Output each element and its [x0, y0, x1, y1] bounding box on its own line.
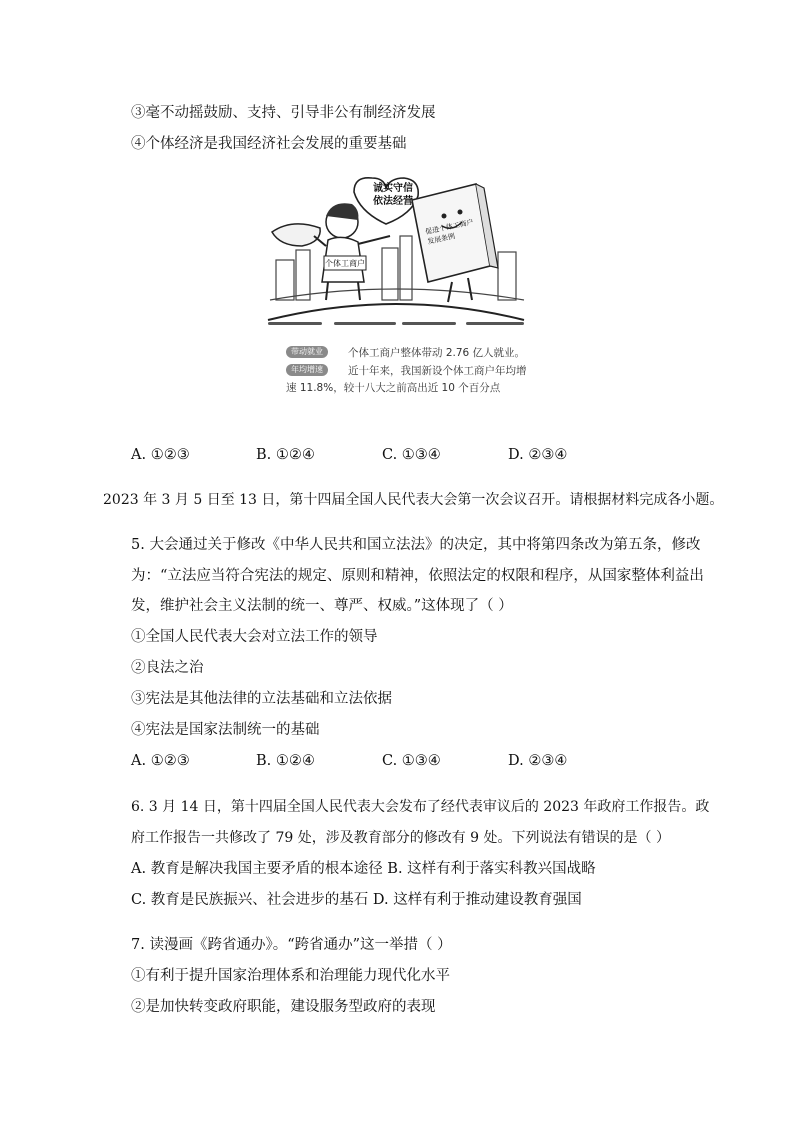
q4-item-4: ④个体经济是我国经济社会发展的重要基础: [131, 136, 407, 152]
tag-employment: 带动就业: [286, 346, 328, 358]
divider-bar-2: [334, 322, 396, 325]
divider-bar-1: [268, 322, 322, 325]
q5-option-c[interactable]: C. ①③④: [382, 753, 441, 769]
caption-employment: 个体工商户整体带动 2.76 亿人就业。: [348, 347, 526, 359]
material-intro: 2023 年 3 月 5 日至 13 日，第十四届全国人民代表大会第一次会议召开。请根据材料完成各小题。: [103, 492, 724, 508]
q5-item-1: ①全国人民代表大会对立法工作的领导: [131, 629, 378, 645]
q4-option-a[interactable]: A. ①②③: [131, 447, 190, 463]
q6-options-line-1[interactable]: A. 教育是解决我国主要矛盾的根本途径 B. 这样有利于落实科教兴国战略: [131, 861, 596, 877]
q5-stem-line-3: 发，维护社会主义法制的统一、尊严、权威。”这体现了（ ）: [131, 598, 513, 614]
q7-item-1: ①有利于提升国家治理体系和治理能力现代化水平: [131, 968, 450, 984]
q6-stem-line-1: 6. 3 月 14 日，第十四届全国人民代表大会发布了经代表审议后的 2023 年政府工作报告。政: [131, 799, 710, 815]
q5-item-3: ③宪法是其他法律的立法基础和立法依据: [131, 691, 392, 707]
q5-item-4: ④宪法是国家法制统一的基础: [131, 722, 320, 738]
q6-options-line-2[interactable]: C. 教育是民族振兴、社会进步的基石 D. 这样有利于推动建设教育强国: [131, 892, 582, 908]
book-title-line-1: 促进个体工商户: [424, 218, 475, 237]
q5-item-2: ②良法之治: [131, 660, 204, 676]
bubble-line-2: 依法经营: [373, 196, 413, 207]
q7-stem: 7. 读漫画《跨省通办》。“跨省通办”这一举措（ ）: [131, 937, 452, 953]
q5-option-a[interactable]: A. ①②③: [131, 753, 190, 769]
q4-option-d[interactable]: D. ②③④: [508, 447, 568, 463]
q7-item-2: ②是加快转变政府职能，建设服务型政府的表现: [131, 999, 436, 1015]
shop-sign: 个体工商户: [325, 259, 365, 268]
caption-growth-2: 速 11.8%，较十八大之前高出近 10 个百分点: [286, 382, 501, 394]
heart-bubble-text: [368, 182, 418, 208]
bubble-line-1: 诚实守信: [373, 183, 413, 194]
divider-bar-4: [466, 322, 524, 325]
divider-bar-3: [402, 322, 456, 325]
q4-option-b[interactable]: B. ①②④: [256, 447, 315, 463]
caption-growth-1: 近十年来，我国新设个体工商户年均增: [348, 365, 527, 377]
q5-stem-line-1: 5. 大会通过关于修改《中华人民共和国立法法》的决定，其中将第四条改为第五条，修改: [131, 537, 701, 553]
q4-item-3: ③毫不动摇鼓励、支持、引导非公有制经济发展: [131, 105, 436, 121]
q4-option-c[interactable]: C. ①③④: [382, 447, 441, 463]
book-title-line-2: 发展条例: [426, 232, 456, 246]
q6-stem-line-2: 府工作报告一共修改了 79 处，涉及教育部分的修改有 9 处。下列说法有错误的是（ ）: [131, 830, 670, 846]
q5-stem-line-2: 为：“立法应当符合宪法的规定、原则和精神，依照法定的权限和程序，从国家整体利益出: [131, 568, 704, 584]
tag-growth: 年均增速: [286, 364, 328, 376]
cartoon-illustration: [262, 170, 530, 402]
q5-option-b[interactable]: B. ①②④: [256, 753, 315, 769]
q5-option-d[interactable]: D. ②③④: [508, 753, 568, 769]
